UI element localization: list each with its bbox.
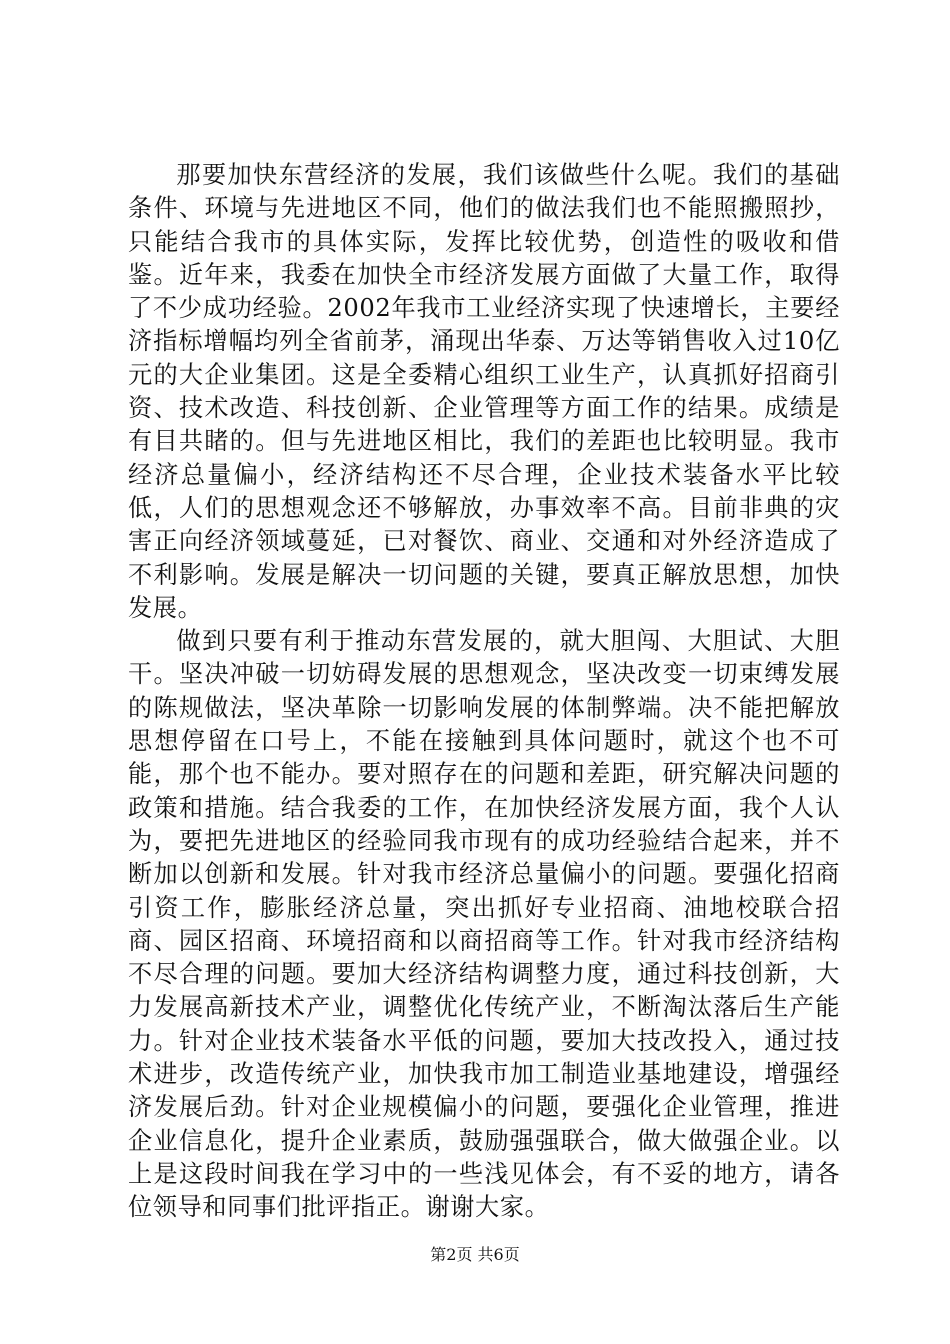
body-paragraph: 做到只要有利于推动东营发展的，就大胆闯、大胆试、大胆干。坚决冲破一切妨碍发展的思想观念，坚决改变一切束缚发展的陈规做法，坚决革除一切影响发展的体制弊端。决不能把解放思想停留在口号上，不能在接触到具体问题时，就这个也不可能，那个也不能办。要对照存在的问题和差距，研究解决问题的政策和措施。结合我委的工作，在加快经济发展方面，我个人认为，要把先进地区的经验同我市现有的成功经验结合起来，并不断加以创新和发展。针对我市经济总量偏小的问题。要强化招商引资工作，膨胀经济总量，突出抓好专业招商、油地校联合招商、园区招商、环境招商和以商招商等工作。针对我市经济结构不尽合理的问题。要加大经济结构调整力度，通过科技创新，大力发展高新技术产业，调整优化传统产业，不断淘汰落后生产能力。针对企业技术装备水平低的问题，要加大技改投入，通过技术进步，改造传统产业，加快我市加工制造业基地建设，增强经济发展后劲。针对企业规模偏小的问题，要强化企业管理，推进企业信息化，提升企业素质，鼓励强强联合，做大做强企业。以上是这段时间我在学习中的一些浅见体会，有不妥的地方，请各位领导和同事们批评指正。谢谢大家。 [128, 627, 840, 1222]
body-paragraph: 那要加快东营经济的发展，我们该做些什么呢。我们的基础条件、环境与先进地区不同，他们的做法我们也不能照搬照抄，只能结合我市的具体实际，发挥比较优势，创造性的吸收和借鉴。近年来，我委在加快全市经济发展方面做了大量工作，取得了不少成功经验。2002年我市工业经济实现了快速增长，主要经济指标增幅均列全省前茅，涌现出华泰、万达等销售收入过10亿元的大企业集团。这是全委精心组织工业生产，认真抓好招商引资、技术改造、科技创新、企业管理等方面工作的结果。成绩是有目共睹的。但与先进地区相比，我们的差距也比较明显。我市经济总量偏小，经济结构还不尽合理，企业技术装备水平比较低，人们的思想观念还不够解放，办事效率不高。目前非典的灾害正向经济领域蔓延，已对餐饮、商业、交通和对外经济造成了不利影响。发展是解决一切问题的关键，要真正解放思想，加快发展。 [128, 161, 840, 622]
document-body [128, 159, 840, 1225]
page-number-footer: 第2页 共6页 [430, 1245, 520, 1264]
